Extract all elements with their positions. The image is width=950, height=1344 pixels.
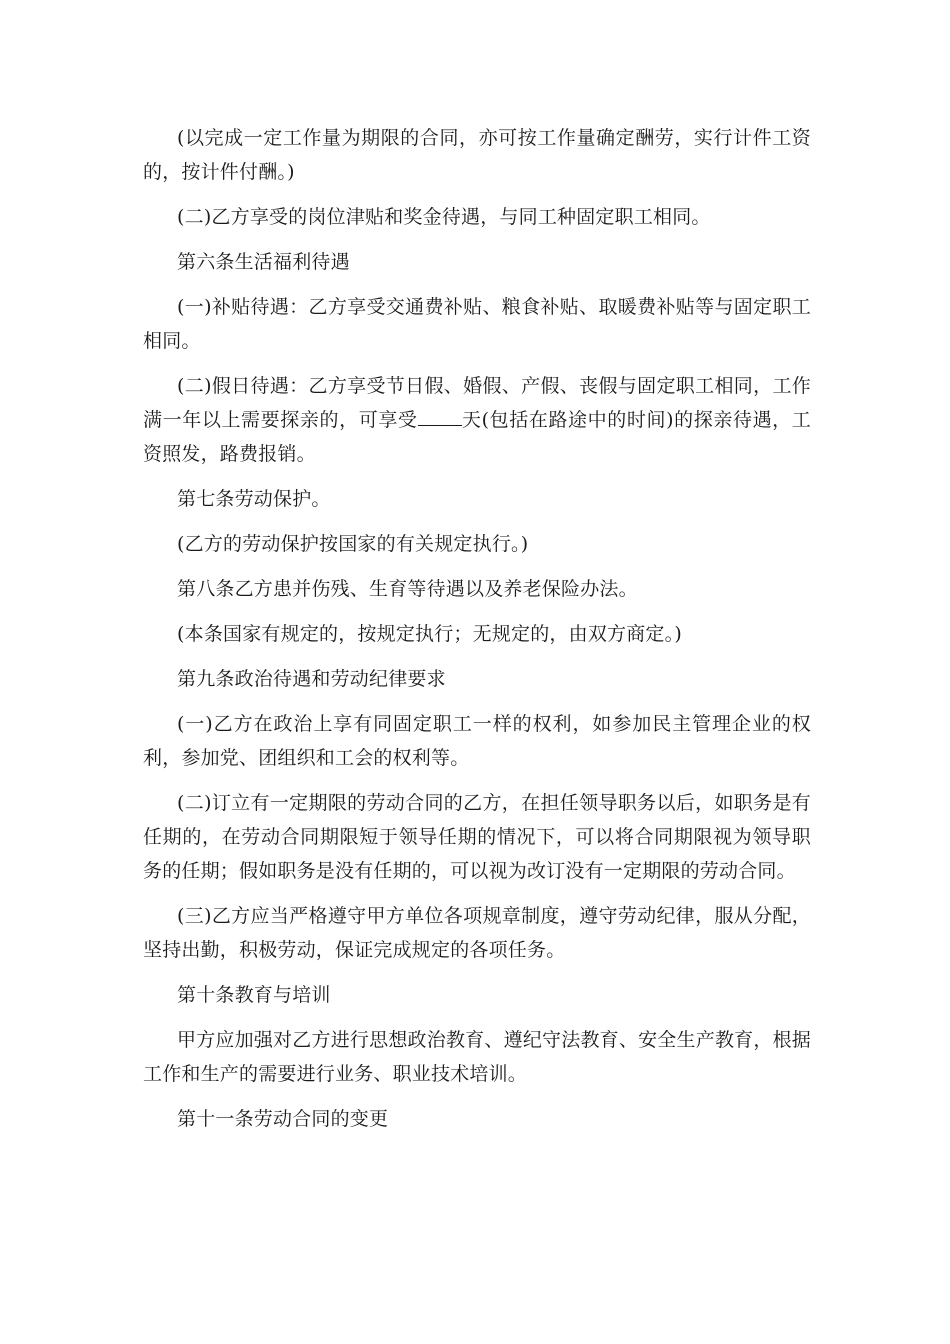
heading-article-10: 第十条教育与培训: [177, 984, 331, 1006]
heading-article-9: 第九条政治待遇和劳动纪律要求: [177, 668, 446, 690]
paragraph-political-rights: (一)乙方在政治上享有同固定职工一样的权利，如参加民主管理企业的权利，参加党、团组织和工会的权利等。: [143, 713, 811, 769]
fill-in-blank-days: [418, 405, 462, 426]
paragraph-discipline: (三)乙方应当严格遵守甲方单位各项规章制度，遵守劳动纪律，服从分配，坚持出勤，积极劳动，保证完成规定的各项任务。: [143, 905, 811, 961]
paragraph-allowance-bonus: (二)乙方享受的岗位津贴和奖金待遇，与同工种固定职工相同。: [177, 206, 711, 228]
holiday-text-after: 天(包括在路途中的时间)的探亲待遇，工资照发，路费报销。: [143, 409, 811, 465]
paragraph-leadership-term: (二)订立有一定期限的劳动合同的乙方，在担任领导职务以后，如职务是有任期的，在劳动合同期限短于领导任期的情况下，可以将合同期限视为领导职务的任期；假如职务是没有任期的，可以视为改订没有一定期限的劳动合同。: [143, 792, 811, 882]
heading-article-6: 第六条生活福利待遇: [177, 251, 350, 273]
heading-article-7: 第七条劳动保护。: [177, 488, 331, 510]
paragraph-holiday: [143, 369, 811, 471]
heading-article-11: 第十一条劳动合同的变更: [177, 1108, 389, 1130]
holiday-text-before: (二)假日待遇：乙方享受节日假、婚假、产假、丧假与固定职工相同，工作满一年以上需要探亲的，可享受: [143, 375, 811, 431]
paragraph-labor-protection: (乙方的劳动保护按国家的有关规定执行。): [177, 533, 529, 555]
paragraph-education: 甲方应加强对乙方进行思想政治教育、遵纪守法教育、安全生产教育，根据工作和生产的需要进行业务、职业技术培训。: [143, 1029, 811, 1085]
paragraph-piecework-note: (以完成一定工作量为期限的合同，亦可按工作量确定酬劳，实行计件工资的，按计件付酬。): [143, 127, 811, 183]
paragraph-article-8-note: (本条国家有规定的，按规定执行；无规定的，由双方商定。): [177, 623, 682, 645]
document-body: [143, 121, 811, 1147]
paragraph-subsidy: (一)补贴待遇：乙方享受交通费补贴、粮食补贴、取暖费补贴等与固定职工相同。: [143, 296, 811, 352]
heading-article-8: 第八条乙方患并伤残、生育等待遇以及养老保险办法。: [177, 578, 638, 600]
